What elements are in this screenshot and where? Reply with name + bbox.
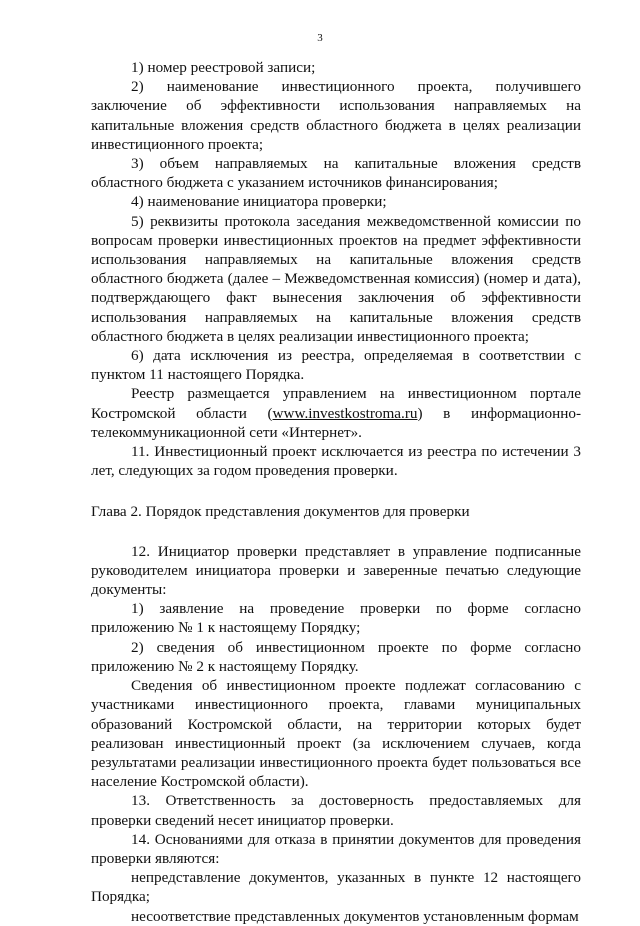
registry-text-before: Реестр размещается управлением на инвестиционном портале Костромской области (	[91, 385, 581, 422]
paragraph-12-item-2: 2) сведения об инвестиционном проекте по форме согласно приложению № 2 к настоящему Порядку.	[91, 638, 581, 675]
registry-placement-paragraph	[91, 384, 581, 442]
paragraph-13: 13. Ответственность за достоверность предоставляемых для проверки сведений несет инициатор проверки.	[91, 792, 581, 829]
chapter-2-heading: Глава 2. Порядок представления документов для проверки	[91, 503, 470, 521]
paragraph-11: 11. Инвестиционный проект исключается из реестра по истечении 3 лет, следующих за годом проведения проверки.	[91, 443, 581, 480]
paragraph-14: 14. Основаниями для отказа в принятии документов для проведения проверки являются:	[91, 830, 581, 867]
item-4-initiator-name: 4) наименование инициатора проверки;	[131, 193, 387, 211]
paragraph-12: 12. Инициатор проверки представляет в управление подписанные руководителем инициатора проверки и заверенные печатью следующие документы:	[91, 542, 581, 599]
document-body	[91, 58, 581, 926]
investkostroma-link[interactable]: www.investkostroma.ru	[272, 404, 418, 422]
item-5-protocol-details: 5) реквизиты протокола заседания межведомственной комиссии по вопросам проверки инвестиционных проектов на предмет эффективности использования направляемых на капитальные вложения средств областного бюджета (далее – Межведомственная комиссия) (номер и дата), подтверждающего факт вынесения заключения об эффективности использования направляемых на капитальные вложения средств областного бюджета в целях реализации инвестиционного проекта;	[91, 212, 581, 345]
item-2-project-name: 2) наименование инвестиционного проекта, получившего заключение об эффективности использования направляемых на капитальные вложения средств областного бюджета в целях реализации инвестиционного проекта;	[91, 78, 581, 153]
paragraph-12-item-1: 1) заявление на проведение проверки по форме согласно приложению № 1 к настоящему Порядку;	[91, 600, 581, 637]
registry-text-after: ) в информационно-телекоммуникационной сети «Интернет».	[91, 404, 581, 441]
paragraph-14-reason-a: непредставление документов, указанных в пункте 12 настоящего Порядка;	[91, 869, 581, 906]
page-number: 3	[317, 32, 323, 44]
item-6-exclusion-date: 6) дата исключения из реестра, определяемая в соответствии с пунктом 11 настоящего Порядка.	[91, 347, 581, 384]
item-3-volume: 3) объем направляемых на капитальные вложения средств областного бюджета с указанием источников финансирования;	[91, 155, 581, 192]
paragraph-14-reason-b: несоответствие представленных документов установленным формам	[131, 907, 579, 925]
paragraph-12-agreement: Сведения об инвестиционном проекте подлежат согласованию с участниками инвестиционного проекта, главами муниципальных образований Костромской области, на территории которых будет реализован инвестиционный проект (за исключением случаев, когда результатами реализации инвестиционного проекта будет пользоваться все население Костромской области).	[91, 677, 581, 791]
item-1-registry-number: 1) номер реестровой записи;	[131, 59, 316, 76]
